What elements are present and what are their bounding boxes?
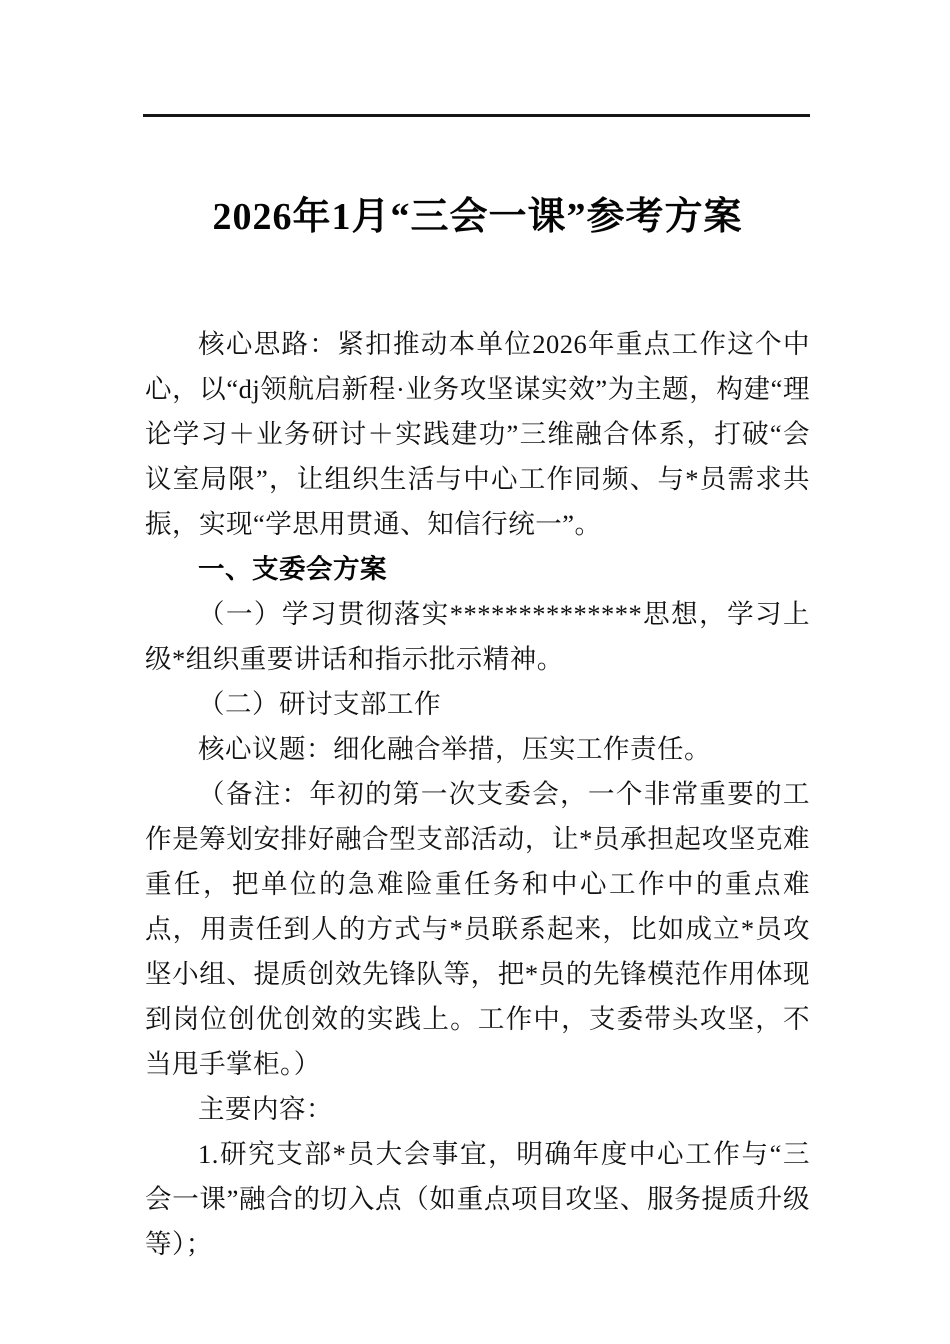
paragraph-0: 核心思路：紧扣推动本单位2026年重点工作这个中心，以“dj领航启新程·业务攻坚谋实效”为主题，构建“理论学习＋业务研讨＋实践建功”三维融合体系，打破“会议室局限”，让组织生活与中心工作同频、与*员需求共振，实现“学思用贯通、知信行统一”。	[145, 329, 810, 539]
document-title: 2026年1月“三会一课”参考方案	[212, 196, 743, 238]
header-rule	[143, 114, 810, 117]
paragraph-7: 1.研究支部*员大会事宜，明确年度中心工作与“三会一课”融合的切入点（如重点项目攻坚、服务提质升级等）；	[145, 1139, 810, 1259]
section-heading: 一、支委会方案	[198, 554, 387, 584]
paragraph-4: 核心议题：细化融合举措，压实工作责任。	[198, 734, 711, 764]
document-body	[145, 322, 810, 1267]
paragraph-5: （备注：年初的第一次支委会，一个非常重要的工作是筹划安排好融合型支部活动，让*员承担起攻坚克难重任，把单位的急难险重任务和中心工作中的重点难点，用责任到人的方式与*员联系起来，比如成立*员攻坚小组、提质创效先锋队等，把*员的先锋模范作用体现到岗位创优创效的实践上。工作中，支委带头攻坚，不当甩手掌柜。）	[145, 779, 810, 1079]
paragraph-3: （二）研讨支部工作	[198, 689, 441, 719]
paragraph-6: 主要内容：	[198, 1094, 333, 1124]
paragraph-2: （一）学习贯彻落实**************思想，学习上级*组织重要讲话和指示批示精神。	[145, 599, 810, 674]
